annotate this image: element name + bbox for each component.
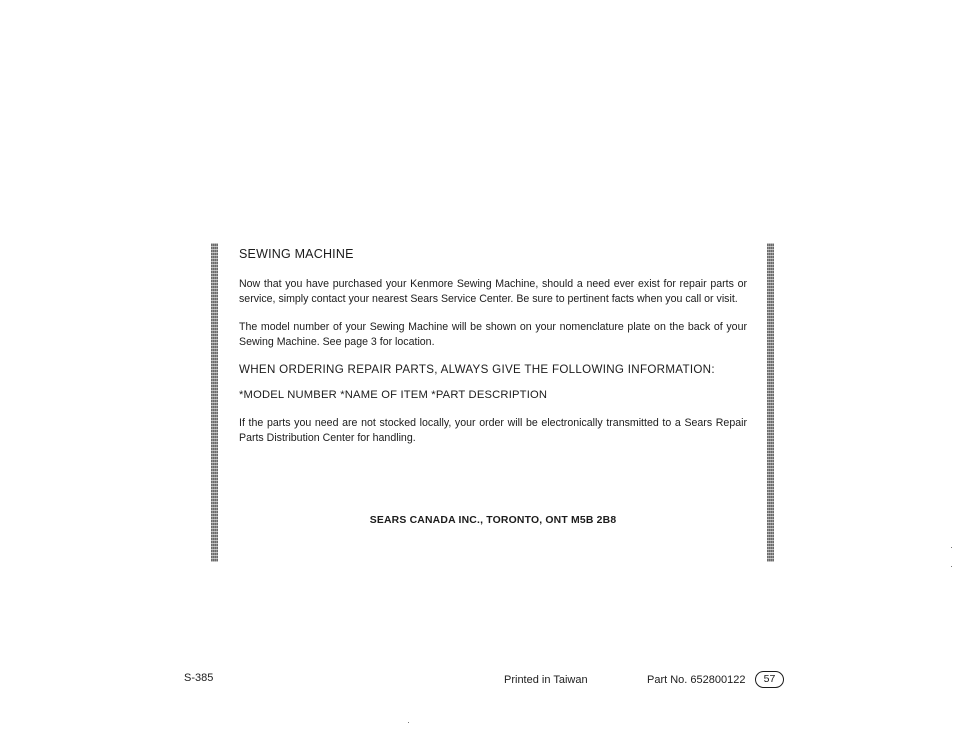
right-decorative-bar xyxy=(767,243,774,562)
company-address: SEARS CANADA INC., TORONTO, ONT M5B 2B8 xyxy=(369,515,617,526)
model-number-paragraph: The model number of your Sewing Machine will be shown on your nomenclature plate on the back of your Sewing Machine. See page 3 for location. xyxy=(239,321,747,348)
printed-in: Printed in Taiwan xyxy=(504,674,588,686)
ordering-notice: WHEN ORDERING REPAIR PARTS, ALWAYS GIVE THE FOLLOWING INFORMATION: xyxy=(239,363,715,376)
section-heading: SEWING MACHINE xyxy=(239,247,354,261)
required-info: *MODEL NUMBER *NAME OF ITEM *PART DESCRIPTION xyxy=(239,389,548,401)
scan-speck xyxy=(951,547,952,548)
scan-speck xyxy=(951,566,952,567)
document-code: S-385 xyxy=(184,672,214,684)
service-info-section xyxy=(239,247,747,459)
left-decorative-bar xyxy=(211,243,218,562)
part-number: Part No. 652800122 xyxy=(647,674,746,686)
page-number-badge: 57 xyxy=(755,671,784,688)
service-paragraph: Now that you have purchased your Kenmore Sewing Machine, should a need ever exist for repair parts or service, simply contact your nearest Sears Service Center. Be sure to pertinent facts when you call or visit. xyxy=(239,278,747,305)
stock-paragraph: If the parts you need are not stocked locally, your order will be electronically transmitted to a Sears Repair Parts Distribution Center for handling. xyxy=(239,417,747,444)
scan-speck xyxy=(408,722,409,723)
